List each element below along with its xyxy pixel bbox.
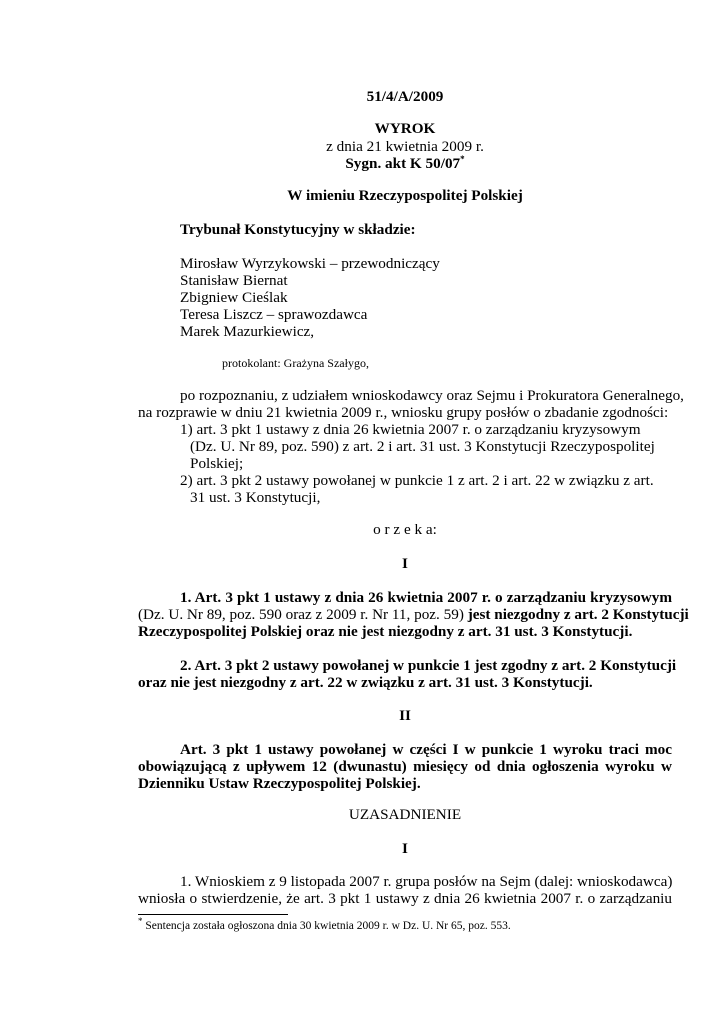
composition-heading: Trybunał Konstytucyjny w składzie: (180, 221, 416, 238)
footnote-separator (138, 914, 288, 915)
intro-item-2-cont: 31 ust. 3 Konstytucji, (190, 489, 321, 506)
invocation: W imieniu Rzeczypospolitej Polskiej (287, 187, 523, 204)
ruling-paragraph-3-line-2: obowiązującą z upływem 12 (dwunastu) miesięcy od dnia ogłoszenia wyroku w (138, 758, 672, 775)
member: Mirosław Wyrzykowski – przewodniczący (180, 255, 440, 272)
intro-item-1-cont: (Dz. U. Nr 89, poz. 590) z art. 2 i art. 31 ust. 3 Konstytucji Rzeczypospolitej (190, 438, 655, 455)
intro-line: po rozpoznaniu, z udziałem wnioskodawcy oraz Sejmu i Prokuratora Generalnego, (180, 387, 684, 404)
case-signature-text: Sygn. akt K 50/07 (345, 155, 461, 172)
member: Zbigniew Cieślak (180, 289, 288, 306)
member: Stanisław Biernat (180, 272, 288, 289)
reasons-paragraph: 1. Wnioskiem z 9 listopada 2007 r. grupa posłów na Sejm (dalej: wnioskodawca) (180, 873, 673, 890)
ruling-paragraph-3: Art. 3 pkt 1 ustawy powołanej w części I w punkcie 1 wyroku traci moc (180, 741, 672, 758)
ruling-paragraph-1: 1. Art. 3 pkt 1 ustawy z dnia 26 kwietnia 2007 r. o zarządzaniu kryzysowym (180, 589, 672, 606)
intro-item-2: 2) art. 3 pkt 2 ustawy powołanej w punkcie 1 z art. 2 i art. 22 w związku z art. (180, 472, 654, 489)
document-type: WYROK (374, 120, 436, 137)
reasons-paragraph-line-2: wniosła o stwierdzenie, że art. 3 pkt 1 ustawy z dnia 26 kwietnia 2007 r. o zarządzaniu (138, 890, 672, 907)
ruling-paragraph-1-line-3: Rzeczypospolitej Polskiej oraz nie jest niezgodny z art. 31 ust. 3 Konstytucji. (138, 623, 633, 640)
section-numeral: I (402, 555, 408, 572)
section-numeral: I (402, 840, 408, 857)
intro-line: na rozprawie w dniu 21 kwietnia 2009 r., wniosku grupy posłów o zbadanie zgodności: (138, 404, 669, 421)
document-reference: 51/4/A/2009 (366, 88, 444, 105)
ruling-paragraph-2-line-2: oraz nie jest niezgodny z art. 22 w związku z art. 31 ust. 3 Konstytucji. (138, 674, 593, 691)
ruling-verdict: jest niezgodny z art. 2 Konstytucji (467, 606, 689, 623)
intro-item-1-cont: Polskiej; (190, 455, 244, 472)
member: Teresa Liszcz – sprawozdawca (180, 306, 368, 323)
judgment-date: z dnia 21 kwietnia 2009 r. (326, 138, 484, 155)
member: Marek Mazurkiewicz, (180, 323, 315, 340)
footnote-mark: * (138, 916, 143, 927)
ruling-paragraph-3-line-3: Dzienniku Ustaw Rzeczypospolitej Polskiej. (138, 775, 421, 792)
section-numeral: II (399, 707, 411, 724)
clerk: protokolant: Grażyna Szałygo, (222, 356, 369, 370)
footnote-marker: * (460, 153, 465, 164)
footnote (138, 916, 511, 932)
case-signature (138, 155, 672, 173)
ruling-paragraph-1-line-2 (138, 606, 689, 624)
footnote-text: Sentencja została ogłoszona dnia 30 kwietnia 2009 r. w Dz. U. Nr 65, poz. 553. (145, 920, 511, 932)
intro-item-1: 1) art. 3 pkt 1 ustawy z dnia 26 kwietnia 2007 r. o zarządzaniu kryzysowym (180, 421, 641, 438)
reasons-heading: UZASADNIENIE (348, 806, 462, 823)
ruling-heading: o r z e k a: (373, 521, 437, 538)
citation: (Dz. U. Nr 89, poz. 590 oraz z 2009 r. Nr 11, poz. 59) (138, 606, 464, 623)
ruling-paragraph-2: 2. Art. 3 pkt 2 ustawy powołanej w punkcie 1 jest zgodny z art. 2 Konstytucji (180, 657, 677, 674)
